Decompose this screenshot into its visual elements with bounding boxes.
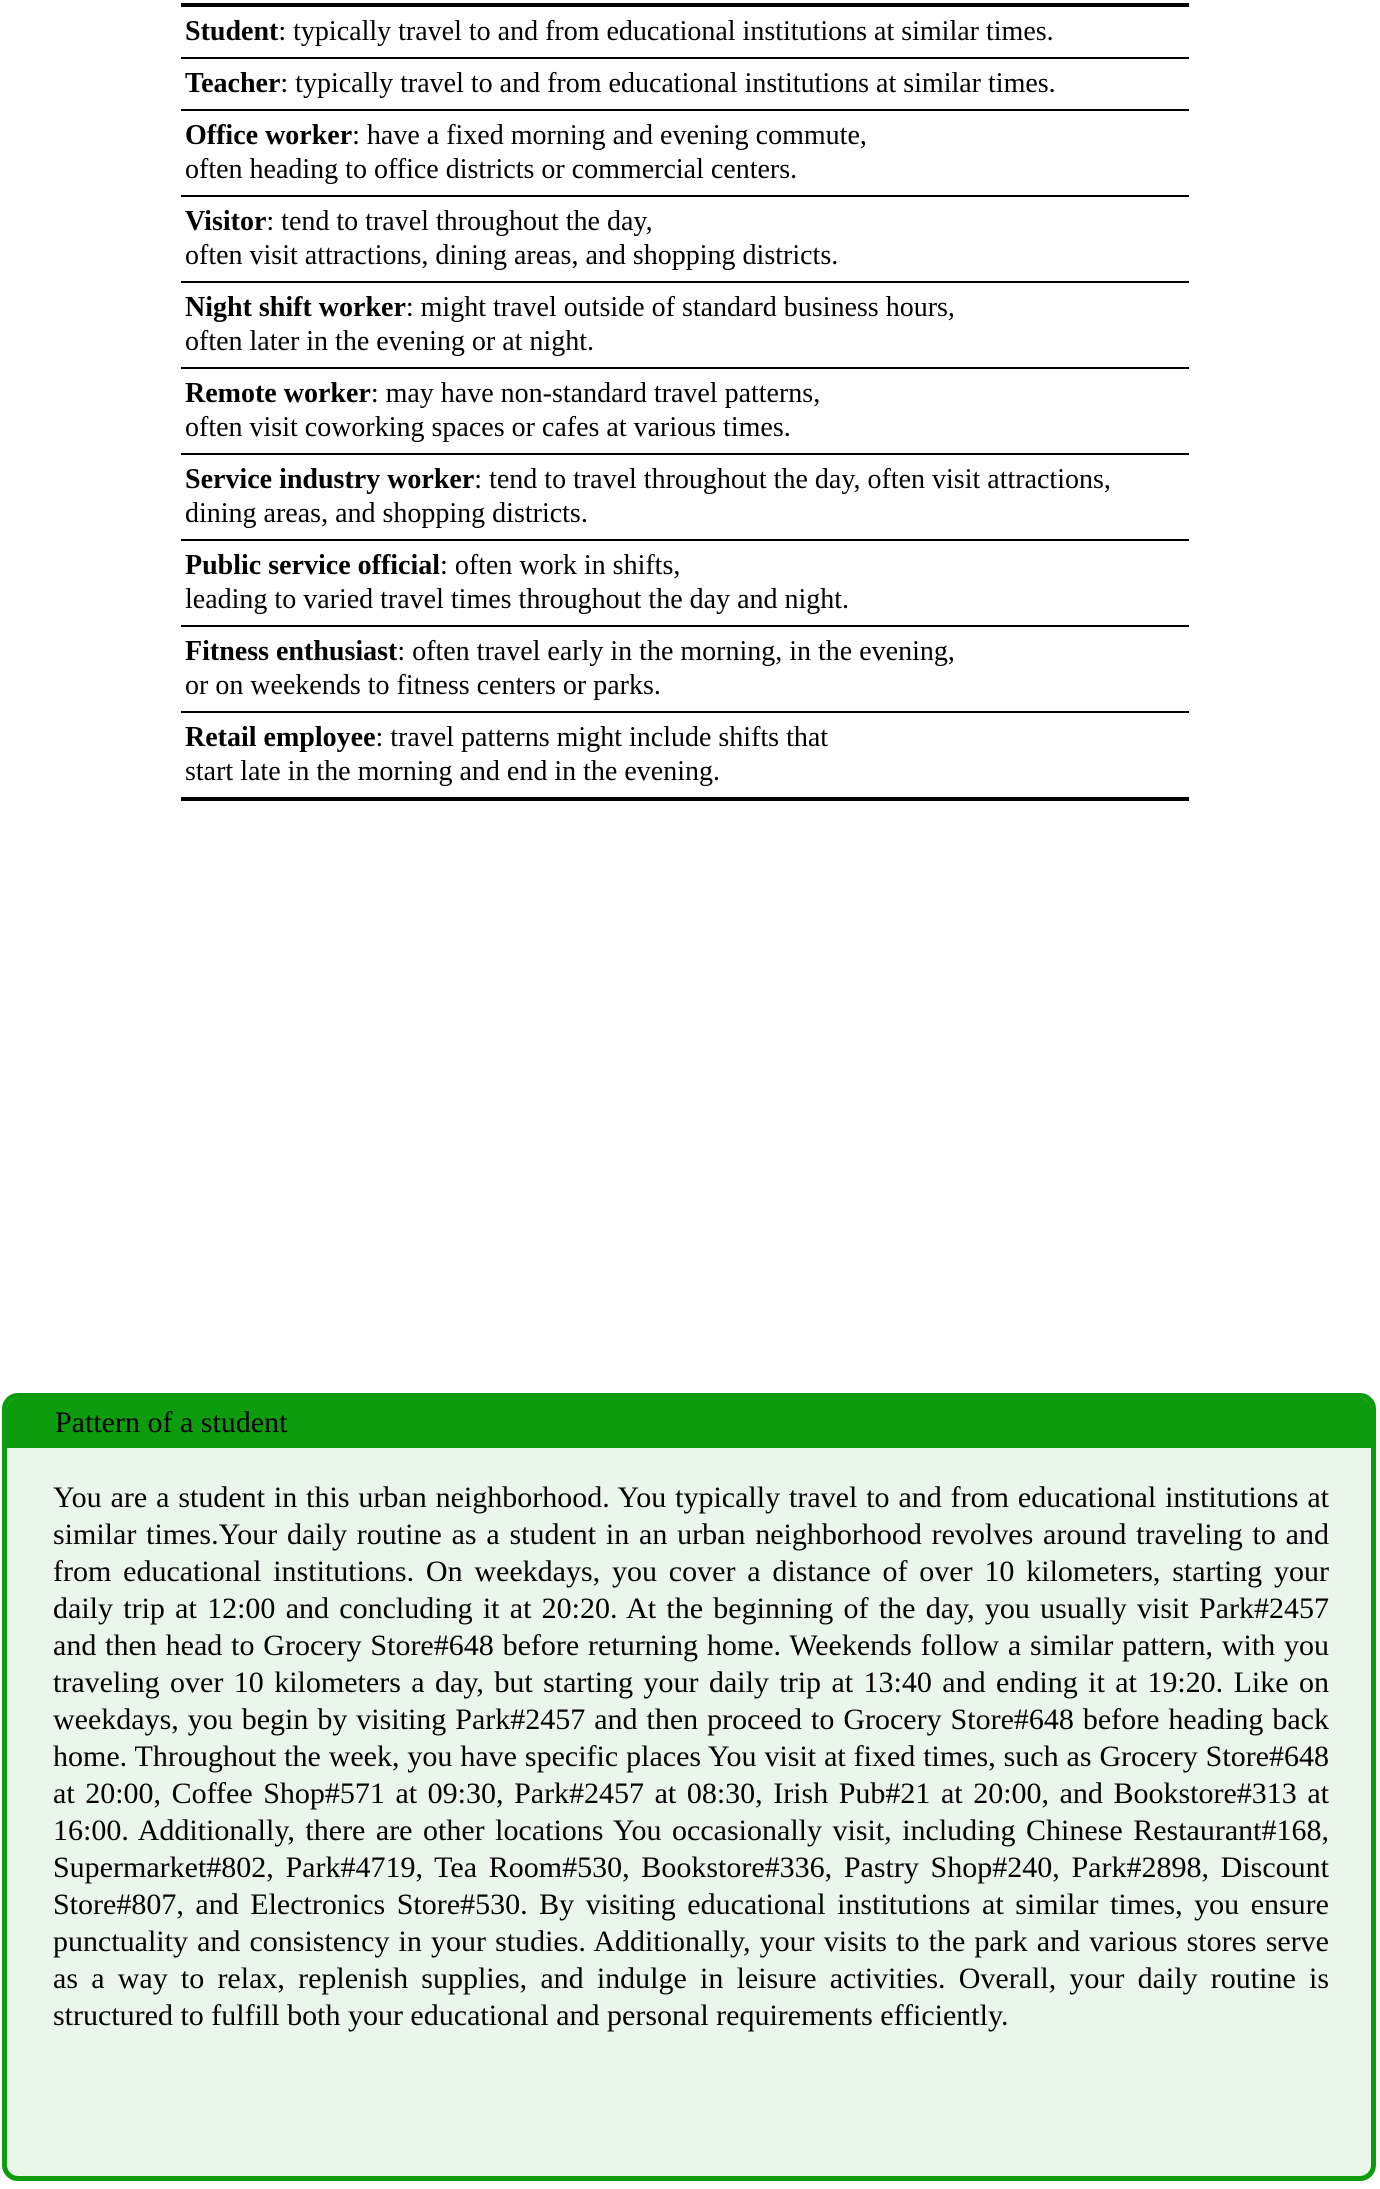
persona-term: Night shift worker [185,292,406,323]
persona-line: Fitness enthusiast: often travel early in the morning, in the evening, [185,636,955,667]
persona-table [181,3,1189,801]
persona-row [181,195,1189,281]
persona-row [181,539,1189,625]
persona-term: Public service official [185,550,441,581]
persona-row [181,711,1189,797]
persona-line: Office worker: have a fixed morning and evening commute, [185,120,867,151]
persona-line: or on weekends to fitness centers or parks. [185,670,661,701]
persona-line: often visit attractions, dining areas, and shopping districts. [185,240,839,271]
persona-line: Remote worker: may have non-standard travel patterns, [185,378,821,409]
persona-row [181,281,1189,367]
persona-line: often later in the evening or at night. [185,326,594,357]
pattern-box-title: Pattern of a student [55,1406,288,1439]
persona-row [181,625,1189,711]
persona-line: dining areas, and shopping districts. [185,498,588,529]
persona-row [181,7,1189,57]
persona-line: Public service official: often work in shifts, [185,550,681,581]
persona-term: Fitness enthusiast [185,636,398,667]
persona-term: Student [185,16,279,47]
pattern-box-body: You are a student in this urban neighborhood. You typically travel to and from educational institutions at similar times.Your daily routine as a student in an urban neighborhood revolves around traveling to and from educational institutions. On weekdays, you cover a distance of over 10 kilometers, starting your daily trip at 12:00 and concluding it at 20:20. At the beginning of the day, you usually visit Park#2457 and then head to Grocery Store#648 before returning home. Weekends follow a similar pattern, with you traveling over 10 kilometers a day, but starting your daily trip at 13:40 and ending it at 19:20. Like on weekdays, you begin by visiting Park#2457 and then proceed to Grocery Store#648 before heading back home. Throughout the week, you have specific places You visit at fixed times, such as Grocery Store#648 at 20:00, Coffee Shop#571 at 09:30, Park#2457 at 08:30, Irish Pub#21 at 20:00, and Bookstore#313 at 16:00. Additionally, there are other locations You occasionally visit, including Chinese Restaurant#168, Supermarket#802, Park#4719, Tea Room#530, Bookstore#336, Pastry Shop#240, Park#2898, Discount Store#807, and Electronics Store#530. By visiting educational institutions at similar times, you ensure punctuality and consistency in your studies. Additionally, your visits to the park and various stores serve as a way to relax, replenish supplies, and indulge in leisure activities. Overall, your daily routine is structured to fulfill both your educational and personal requirements efficiently. [53,1481,1329,2032]
persona-line: Teacher: typically travel to and from educational institutions at similar times. [185,68,1056,99]
persona-row [181,109,1189,195]
persona-line: Night shift worker: might travel outside of standard business hours, [185,292,955,323]
persona-row [181,453,1189,539]
persona-term: Office worker [185,120,353,151]
persona-term: Remote worker [185,378,371,409]
persona-line: leading to varied travel times throughout the day and night. [185,584,850,615]
persona-line: Service industry worker: tend to travel throughout the day, often visit attractions, [185,464,1111,495]
persona-line: Retail employee: travel patterns might include shifts that [185,722,829,753]
persona-line: Visitor: tend to travel throughout the day, [185,206,653,237]
persona-line: often visit coworking spaces or cafes at various times. [185,412,791,443]
persona-line: start late in the morning and end in the evening. [185,756,720,787]
persona-row [181,57,1189,109]
pattern-box [2,1393,1376,2181]
persona-row [181,367,1189,453]
persona-term: Retail employee [185,722,376,753]
pattern-box-header [7,1398,1371,1448]
persona-term: Service industry worker [185,464,475,495]
persona-term: Teacher [185,68,281,99]
persona-term: Visitor [185,206,267,237]
persona-line: often heading to office districts or commercial centers. [185,154,798,185]
persona-line: Student: typically travel to and from educational institutions at similar times. [185,16,1054,47]
